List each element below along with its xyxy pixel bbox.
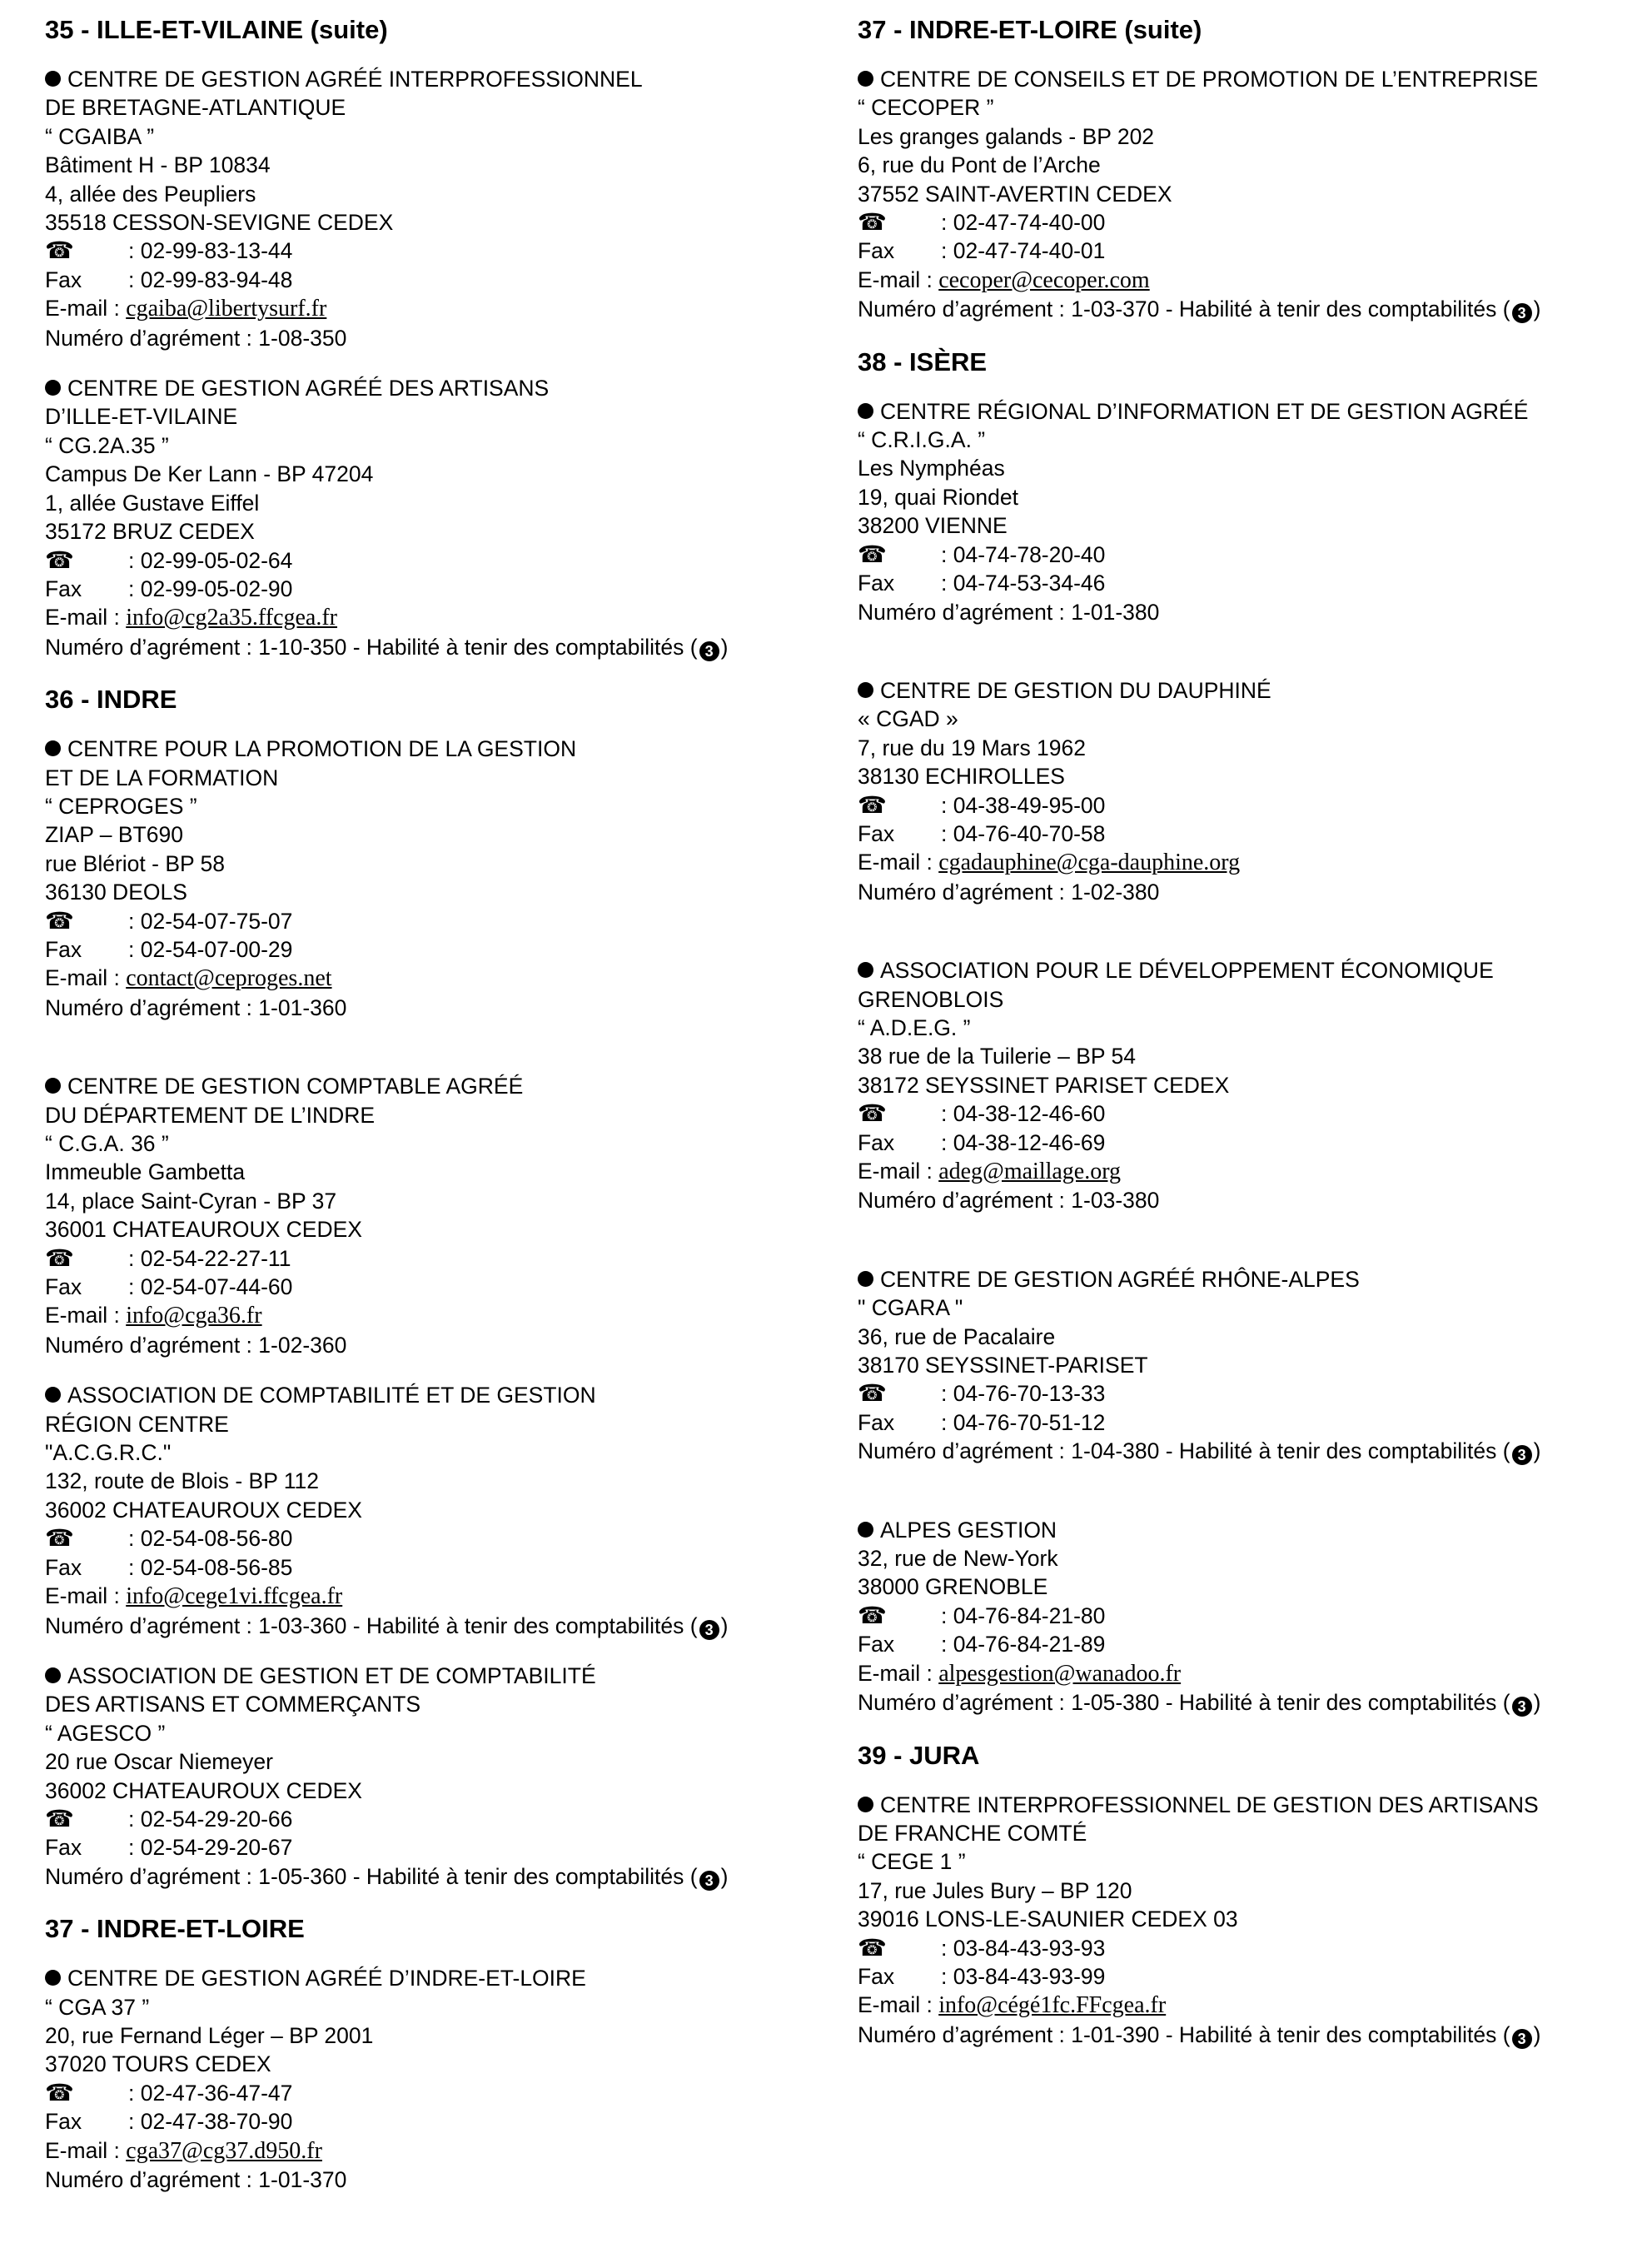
phone-icon: ☎	[45, 546, 74, 573]
entry-acronym: “ C.G.A. 36 ”	[45, 1131, 169, 1156]
directory-entry	[858, 676, 1640, 906]
entry-acronym: « CGAD »	[858, 706, 958, 732]
agreement-paren: )	[1533, 297, 1541, 322]
bullet-icon	[45, 1078, 61, 1094]
email-label: E-mail :	[45, 1583, 127, 1609]
directory-entry	[45, 1381, 828, 1640]
entry-name: CENTRE DE GESTION COMPTABLE AGRÉÉ	[67, 1074, 524, 1099]
email-label: E-mail :	[45, 296, 127, 321]
phone-number: : 04-38-49-95-00	[941, 792, 1106, 818]
fax-label: Fax	[45, 267, 82, 292]
phone-number: : 02-99-05-02-64	[128, 547, 293, 573]
entry-name-cont: D’ILLE-ET-VILAINE	[45, 404, 238, 430]
directory-entry	[45, 1662, 828, 1891]
entry-name: CENTRE DE GESTION AGRÉÉ DES ARTISANS	[67, 376, 550, 401]
directory-entry	[45, 374, 828, 661]
entry-name-cont: RÉGION CENTRE	[45, 1411, 229, 1437]
bullet-icon	[45, 1387, 61, 1403]
fax-number: : 04-76-40-70-58	[941, 820, 1106, 846]
entry-acronym: “ CG.2A.35 ”	[45, 432, 169, 458]
agreement-paren: )	[720, 1863, 729, 1889]
directory-entry	[858, 1516, 1640, 1717]
circled-number-icon: 3	[699, 1871, 719, 1891]
address-line: 32, rue de New-York	[858, 1546, 1058, 1572]
entry-name: CENTRE DE GESTION AGRÉÉ D’INDRE-ET-LOIRE	[67, 1966, 586, 1991]
entry-name-cont: DE BRETAGNE-ATLANTIQUE	[45, 95, 346, 121]
entry-acronym: “ AGESCO ”	[45, 1720, 166, 1746]
section-heading: 39 - JURA	[858, 1740, 980, 1770]
phone-icon: ☎	[858, 791, 887, 818]
phone-number: : 02-54-07-75-07	[128, 908, 293, 934]
email-label: E-mail :	[858, 850, 939, 875]
address-line: rue Blériot - BP 58	[45, 850, 226, 876]
entry-name-cont: DE FRANCHE COMTÉ	[858, 1820, 1087, 1846]
phone-number: : 04-74-78-20-40	[941, 541, 1106, 567]
section-heading: 36 - INDRE	[45, 685, 177, 715]
fax-number: : 02-54-07-44-60	[128, 1274, 293, 1300]
address-line: 35172 BRUZ CEDEX	[45, 519, 255, 545]
email-link[interactable]: info@cégé1fc.FFcgea.fr	[938, 1992, 1167, 2019]
bullet-icon	[45, 740, 61, 756]
bullet-icon	[45, 380, 61, 396]
address-line: 17, rue Jules Bury – BP 120	[858, 1877, 1132, 1903]
agreement-paren: )	[720, 634, 729, 660]
entry-name: CENTRE INTERPROFESSIONNEL DE GESTION DES ARTISANS	[880, 1792, 1539, 1817]
agreement-number: Numéro d’agrément : 1-03-360 - Habilité à tenir des comptabilités (	[45, 1612, 698, 1638]
fax-number: : 04-76-70-51-12	[941, 1409, 1106, 1435]
fax-number: : 03-84-43-93-99	[941, 1963, 1106, 1989]
phone-number: : 02-47-36-47-47	[128, 2080, 293, 2106]
phone-icon: ☎	[45, 907, 74, 934]
agreement-number: Numéro d’agrément : 1-01-360	[45, 994, 347, 1020]
bullet-icon	[858, 682, 873, 698]
phone-icon: ☎	[858, 541, 887, 567]
entry-acronym: “ CGA 37 ”	[45, 1994, 150, 2020]
entry-name: ASSOCIATION DE GESTION ET DE COMPTABILITÉ	[67, 1662, 596, 1688]
agreement-number: Numéro d’agrément : 1-01-390 - Habilité à tenir des comptabilités (	[858, 2021, 1510, 2047]
phone-icon: ☎	[45, 1525, 74, 1552]
directory-entry	[858, 956, 1640, 1215]
circled-number-icon: 3	[1512, 1697, 1532, 1717]
entry-acronym: “ CECOPER ”	[858, 95, 994, 121]
agreement-number: Numéro d’agrément : 1-10-350 - Habilité à tenir des comptabilités (	[45, 634, 698, 660]
circled-number-icon: 3	[1512, 1445, 1532, 1465]
entry-acronym: “ A.D.E.G. ”	[858, 1014, 971, 1040]
address-line: 37020 TOURS CEDEX	[45, 2051, 271, 2077]
address-line: 38130 ECHIROLLES	[858, 764, 1065, 790]
directory-entry	[858, 65, 1640, 324]
entry-name: CENTRE DE GESTION AGRÉÉ INTERPROFESSIONNEL	[67, 67, 643, 92]
email-link[interactable]: info@cg2a35.ffcgea.fr	[126, 605, 338, 631]
section-heading: 37 - INDRE-ET-LOIRE	[45, 1914, 305, 1944]
fax-label: Fax	[858, 820, 895, 846]
fax-number: : 02-54-07-00-29	[128, 936, 293, 962]
address-line: Les Nymphéas	[858, 456, 1005, 481]
address-line: 37552 SAINT-AVERTIN CEDEX	[858, 181, 1172, 207]
address-line: 38170 SEYSSINET-PARISET	[858, 1353, 1148, 1378]
phone-icon: ☎	[45, 1805, 74, 1832]
circled-number-icon: 3	[699, 641, 719, 661]
address-line: 36, rue de Pacalaire	[858, 1323, 1056, 1349]
fax-label: Fax	[858, 1129, 895, 1155]
phone-icon: ☎	[858, 209, 887, 236]
entry-name: CENTRE RÉGIONAL D’INFORMATION ET DE GESTION AGRÉÉ	[880, 398, 1529, 424]
directory-entry	[45, 1072, 828, 1359]
email-label: E-mail :	[858, 1660, 939, 1686]
section-heading: 38 - ISÈRE	[858, 346, 988, 376]
email-link[interactable]: alpesgestion@wanadoo.fr	[938, 1660, 1182, 1687]
entry-name: CENTRE DE GESTION DU DAUPHINÉ	[880, 677, 1271, 703]
address-line: 6, rue du Pont de l’Arche	[858, 152, 1101, 178]
email-label: E-mail :	[858, 1992, 939, 2018]
phone-icon: ☎	[858, 1380, 887, 1407]
bullet-icon	[45, 1667, 61, 1683]
address-line: 36001 CHATEAUROUX CEDEX	[45, 1217, 362, 1243]
fax-label: Fax	[45, 1835, 82, 1861]
email-link[interactable]: contact@ceproges.net	[126, 965, 332, 992]
address-line: 19, quai Riondet	[858, 484, 1019, 510]
directory-entry	[45, 65, 828, 352]
agreement-number: Numéro d’agrément : 1-01-370	[45, 2167, 347, 2192]
phone-number: : 02-54-08-56-80	[128, 1526, 293, 1552]
bullet-icon	[858, 962, 873, 978]
fax-label: Fax	[45, 1274, 82, 1300]
address-line: 36130 DEOLS	[45, 880, 187, 905]
bullet-icon	[858, 1271, 873, 1287]
address-line: 39016 LONS-LE-SAUNIER CEDEX 03	[858, 1907, 1238, 1932]
fax-label: Fax	[45, 2109, 82, 2135]
agreement-paren: )	[1533, 1690, 1541, 1716]
address-line: 20 rue Oscar Niemeyer	[45, 1749, 273, 1775]
address-line: 36002 CHATEAUROUX CEDEX	[45, 1497, 362, 1523]
agreement-number: Numéro d’agrément : 1-04-380 - Habilité à tenir des comptabilités (	[858, 1438, 1510, 1464]
email-link[interactable]: adeg@maillage.org	[938, 1159, 1122, 1184]
email-link[interactable]: info@cege1vi.ffcgea.fr	[126, 1583, 343, 1610]
email-label: E-mail :	[858, 1159, 939, 1184]
entry-acronym: “ CEGE 1 ”	[858, 1849, 966, 1875]
address-line: 4, allée des Peupliers	[45, 181, 256, 207]
fax-number: : 02-99-83-94-48	[128, 267, 293, 292]
address-line: 132, route de Blois - BP 112	[45, 1468, 320, 1494]
phone-number: : 04-76-70-13-33	[941, 1381, 1106, 1407]
email-label: E-mail :	[858, 267, 939, 292]
email-link[interactable]: cgadauphine@cga-dauphine.org	[938, 850, 1241, 876]
address-line: 14, place Saint-Cyran - BP 37	[45, 1188, 337, 1214]
agreement-number: Numéro d’agrément : 1-02-380	[858, 879, 1160, 905]
bullet-icon	[858, 1797, 873, 1812]
address-line: Bâtiment H - BP 10834	[45, 152, 271, 178]
left-column	[45, 13, 828, 2216]
fax-label: Fax	[45, 1554, 82, 1580]
address-line: 38172 SEYSSINET PARISET CEDEX	[858, 1072, 1230, 1098]
directory-entry	[45, 735, 828, 1022]
fax-number: : 02-54-08-56-85	[128, 1554, 293, 1580]
address-line: 20, rue Fernand Léger – BP 2001	[45, 2022, 374, 2048]
fax-label: Fax	[858, 238, 895, 264]
bullet-icon	[858, 1522, 873, 1538]
entry-acronym: "A.C.G.R.C."	[45, 1440, 172, 1466]
entry-name-cont: GRENOBLOIS	[858, 986, 1004, 1012]
entry-acronym: " CGARA "	[858, 1295, 963, 1321]
address-line: 38000 GRENOBLE	[858, 1574, 1048, 1600]
agreement-number: Numéro d’agrément : 1-03-380	[858, 1188, 1160, 1214]
address-line: Les granges galands - BP 202	[858, 123, 1155, 149]
agreement-number: Numéro d’agrément : 1-02-360	[45, 1332, 347, 1358]
address-line: ZIAP – BT690	[45, 822, 183, 848]
agreement-number: Numéro d’agrément : 1-05-380 - Habilité à tenir des comptabilités (	[858, 1690, 1510, 1716]
agreement-number: Numéro d’agrément : 1-05-360 - Habilité à tenir des comptabilités (	[45, 1863, 698, 1889]
entry-name-cont: DU DÉPARTEMENT DE L’INDRE	[45, 1102, 376, 1128]
address-line: Campus De Ker Lann - BP 47204	[45, 461, 374, 487]
phone-number: : 02-54-29-20-66	[128, 1806, 293, 1832]
email-label: E-mail :	[45, 965, 127, 991]
entry-acronym: “ CGAIBA ”	[45, 123, 155, 149]
bullet-icon	[858, 403, 873, 419]
entry-name: CENTRE DE GESTION AGRÉÉ RHÔNE-ALPES	[880, 1266, 1360, 1292]
right-column	[858, 13, 1640, 2071]
agreement-number: Numéro d’agrément : 1-03-370 - Habilité à tenir des comptabilités (	[858, 297, 1510, 322]
fax-label: Fax	[858, 571, 895, 596]
bullet-icon	[858, 71, 873, 87]
fax-label: Fax	[45, 576, 82, 601]
directory-entry	[45, 1964, 828, 2194]
circled-number-icon: 3	[1512, 2029, 1532, 2049]
address-line: 36002 CHATEAUROUX CEDEX	[45, 1777, 362, 1803]
fax-number: : 04-74-53-34-46	[941, 571, 1106, 596]
agreement-number: Numéro d’agrément : 1-08-350	[45, 325, 347, 351]
email-link[interactable]: cecoper@cecoper.com	[938, 267, 1150, 293]
entry-name: CENTRE POUR LA PROMOTION DE LA GESTION	[67, 736, 577, 762]
directory-entry	[858, 1265, 1640, 1466]
fax-number: : 02-99-05-02-90	[128, 576, 293, 601]
fax-number: : 02-47-74-40-01	[941, 238, 1106, 264]
email-link[interactable]: info@cga36.fr	[126, 1303, 262, 1329]
agreement-number: Numéro d’agrément : 1-01-380	[858, 599, 1160, 625]
entry-name: ASSOCIATION POUR LE DÉVELOPPEMENT ÉCONOMIQUE	[880, 958, 1494, 984]
email-label: E-mail :	[45, 1303, 127, 1328]
fax-label: Fax	[858, 1409, 895, 1435]
agreement-paren: )	[1533, 1438, 1541, 1464]
address-line: 38200 VIENNE	[858, 513, 1008, 539]
email-link[interactable]: cga37@cg37.d950.fr	[126, 2137, 322, 2164]
phone-number: : 02-54-22-27-11	[128, 1245, 291, 1271]
entry-acronym: “ C.R.I.G.A. ”	[858, 427, 986, 453]
fax-label: Fax	[858, 1963, 895, 1989]
section-heading: 37 - INDRE-ET-LOIRE (suite)	[858, 15, 1202, 44]
section-heading: 35 - ILLE-ET-VILAINE (suite)	[45, 15, 388, 44]
phone-icon: ☎	[858, 1602, 887, 1628]
phone-icon: ☎	[858, 1934, 887, 1961]
entry-name-cont: DES ARTISANS ET COMMERÇANTS	[45, 1692, 421, 1717]
fax-number: : 04-76-84-21-89	[941, 1632, 1106, 1657]
entry-name: ALPES GESTION	[880, 1517, 1057, 1543]
email-label: E-mail :	[45, 605, 127, 631]
bullet-icon	[45, 1970, 61, 1986]
fax-number: : 04-38-12-46-69	[941, 1129, 1106, 1155]
circled-number-icon: 3	[699, 1620, 719, 1640]
fax-number: : 02-54-29-20-67	[128, 1835, 293, 1861]
address-line: 35518 CESSON-SEVIGNE CEDEX	[45, 210, 394, 236]
fax-number: : 02-47-38-70-90	[128, 2109, 293, 2135]
phone-number: : 02-99-83-13-44	[128, 238, 293, 264]
phone-number: : 04-38-12-46-60	[941, 1101, 1106, 1127]
phone-icon: ☎	[45, 1244, 74, 1271]
phone-icon: ☎	[858, 1100, 887, 1127]
entry-name: ASSOCIATION DE COMPTABILITÉ ET DE GESTION	[67, 1383, 596, 1408]
agreement-paren: )	[720, 1612, 729, 1638]
agreement-paren: )	[1533, 2021, 1541, 2047]
email-label: E-mail :	[45, 2137, 127, 2163]
entry-name: CENTRE DE CONSEILS ET DE PROMOTION DE L’ENTREPRISE	[880, 67, 1539, 92]
bullet-icon	[45, 71, 61, 87]
circled-number-icon: 3	[1512, 303, 1532, 323]
fax-label: Fax	[45, 936, 82, 962]
address-line: 38 rue de la Tuilerie – BP 54	[858, 1044, 1136, 1069]
phone-icon: ☎	[45, 2079, 74, 2106]
entry-name-cont: ET DE LA FORMATION	[45, 765, 279, 790]
address-line: 1, allée Gustave Eiffel	[45, 490, 260, 516]
phone-number: : 04-76-84-21-80	[941, 1603, 1106, 1628]
directory-entry	[858, 1791, 1640, 2050]
entry-acronym: “ CEPROGES ”	[45, 793, 197, 819]
address-line: 7, rue du 19 Mars 1962	[858, 735, 1087, 760]
phone-icon: ☎	[45, 237, 74, 264]
phone-number: : 02-47-74-40-00	[941, 210, 1106, 236]
email-link[interactable]: cgaiba@libertysurf.fr	[126, 296, 327, 322]
address-line: Immeuble Gambetta	[45, 1159, 246, 1185]
directory-entry	[858, 397, 1640, 626]
fax-label: Fax	[858, 1632, 895, 1657]
phone-number: : 03-84-43-93-93	[941, 1935, 1106, 1961]
